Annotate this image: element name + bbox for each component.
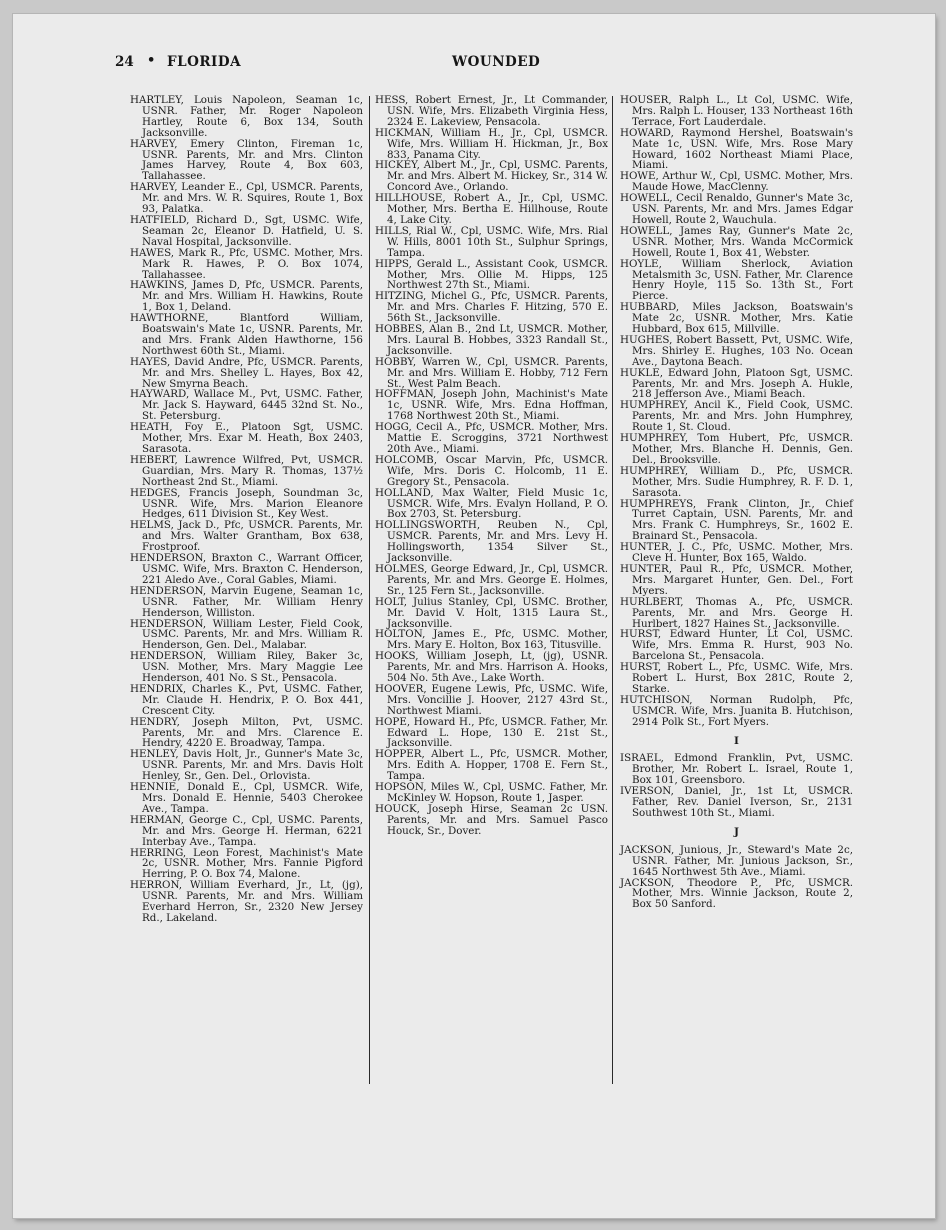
casualty-entry: HUNTER, Paul R., Pfc, USMCR. Mother, Mrs. Margaret Hunter, Gen. Del., Fort Myers. (620, 562, 853, 597)
casualty-entry: HOLLAND, Max Walter, Field Music 1c, USMCR. Wife, Mrs. Evalyn Holland, P. O. Box 2703, St. Petersburg. (375, 486, 608, 521)
casualty-entry: HIPPS, Gerald L., Assistant Cook, USMCR. Mother, Mrs. Ollie M. Hipps, 125 Northwest 27th St., Miami. (375, 257, 608, 292)
casualty-entry: HERMAN, George C., Cpl, USMC. Parents, Mr. and Mrs. George H. Herman, 6221 Interbay Ave., Tampa. (130, 813, 363, 848)
casualty-entry: HOBBY, Warren W., Cpl, USMCR. Parents, Mr. and Mrs. William E. Hobby, 712 Fern St., West Palm Beach. (375, 355, 608, 390)
alphabet-section-letter: I (734, 734, 739, 747)
page-number: 24 (115, 54, 134, 70)
casualty-entry: HOLLINGSWORTH, Reuben N., Cpl, USMCR. Parents, Mr. and Mrs. Levy H. Hollingsworth, 1354 Silver St., Jacksonville. (375, 519, 608, 565)
casualty-entry: HILLS, Rial W., Cpl, USMC. Wife, Mrs. Rial W. Hills, 8001 10th St., Sulphur Springs, Tampa. (375, 224, 608, 259)
column-1 (130, 95, 363, 924)
casualty-entry: IVERSON, Daniel, Jr., 1st Lt, USMCR. Father, Rev. Daniel Iverson, Sr., 2131 Southwest 10th St., Miami. (620, 785, 853, 819)
casualty-entry: HEATH, Foy E., Platoon Sgt, USMC. Mother, Mrs. Exar M. Heath, Box 2403, Sarasota. (130, 421, 363, 455)
casualty-entry: HOLCOMB, Oscar Marvin, Pfc, USMCR. Wife, Mrs. Doris C. Holcomb, 11 E. Gregory St., Pensacola. (375, 453, 608, 488)
casualty-entry: HARVEY, Emery Clinton, Fireman 1c, USNR. Parents, Mr. and Mrs. Clinton James Harvey, Route 4, Box 603, Tallahassee. (130, 137, 363, 183)
casualty-entry: HOPPER, Albert L., Pfc, USMCR. Mother, Mrs. Edith A. Hopper, 1708 E. Fern St., Tampa. (375, 748, 608, 783)
casualty-entry: HOFFMAN, Joseph John, Machinist's Mate 1c, USNR. Wife, Mrs. Edna Hoffman, 1768 Northwest 20th St., Miami. (375, 388, 608, 423)
column-divider (612, 96, 613, 1084)
casualty-entry: HOUSER, Ralph L., Lt Col, USMC. Wife, Mrs. Ralph L. Houser, 133 Northeast 16th Terrace, Fort Lauderdale. (620, 94, 853, 128)
casualty-entry: HUKLE, Edward John, Platoon Sgt, USMC. Parents, Mr. and Mrs. Joseph A. Hukle, 218 Jefferson Ave., Miami Beach. (620, 366, 853, 401)
casualty-entry: HOPE, Howard H., Pfc, USMCR. Father, Mr. Edward L. Hope, 130 E. 21st St., Jacksonville. (375, 715, 608, 750)
casualty-entry: HOLTON, James E., Pfc, USMC. Mother, Mrs. Mary E. Holton, Box 163, Titusville. (375, 628, 608, 652)
state-heading: FLORIDA (167, 54, 242, 70)
column-2 (375, 95, 608, 837)
casualty-entry: JACKSON, Theodore P., Pfc, USMCR. Mother, Mrs. Winnie Jackson, Route 2, Box 50 Sanford. (620, 876, 853, 911)
casualty-entry: HERRING, Leon Forest, Machinist's Mate 2c, USNR. Mother, Mrs. Fannie Pigford Herring, P. O. Box 74, Malone. (130, 846, 363, 881)
casualty-entry: HERRON, William Everhard, Jr., Lt, (jg), USNR. Parents, Mr. and Mrs. William Everhard Herron, Sr., 2320 New Jersey Rd., Lakeland. (130, 879, 363, 924)
casualty-entry: HOWELL, James Ray, Gunner's Mate 2c, USNR. Mother, Mrs. Wanda McCormick Howell, Route 1, Box 41, Webster. (620, 224, 853, 259)
casualty-entry: HICKMAN, William H., Jr., Cpl, USMCR. Wife, Mrs. William H. Hickman, Jr., Box 833, Panama City. (375, 126, 608, 161)
casualty-entry: HOWELL, Cecil Renaldo, Gunner's Mate 3c, USN. Parents, Mr. and Mrs. James Edgar Howell, Route 2, Wauchula. (620, 192, 853, 226)
casualty-entry: HURST, Edward Hunter, Lt Col, USMC. Wife, Mrs. Emma R. Hurst, 903 No. Barcelona St., Pensacola. (620, 628, 853, 663)
casualty-entry: HUMPHREY, William D., Pfc, USMCR. Mother, Mrs. Sudie Humphrey, R. F. D. 1, Sarasota. (620, 464, 853, 499)
alphabet-section-letter: J (734, 825, 739, 838)
casualty-entry: HAWES, Mark R., Pfc, USMC. Mother, Mrs. Mark R. Hawes, P. O. Box 1074, Tallahassee. (130, 246, 363, 281)
casualty-entry: HENLEY, Davis Holt, Jr., Gunner's Mate 3c, USNR. Parents, Mr. and Mrs. Davis Holt Henley, Sr., Gen. Del., Orlovista. (130, 748, 363, 783)
casualty-entry: HOBBES, Alan B., 2nd Lt, USMCR. Mother, Mrs. Laural B. Hobbes, 3323 Randall St., Jacksonville. (375, 323, 608, 357)
casualty-entry: HUBBARD, Miles Jackson, Boatswain's Mate 2c, USNR. Mother, Mrs. Katie Hubbard, Box 615, Millville. (620, 301, 853, 336)
casualty-entry: HUNTER, J. C., Pfc, USMC. Mother, Mrs. Cleve H. Hunter, Box 165, Waldo. (620, 541, 853, 565)
casualty-entry: HOGG, Cecil A., Pfc, USMCR. Mother, Mrs. Mattie E. Scroggins, 3721 Northwest 20th Ave., Miami. (375, 421, 608, 455)
casualty-entry: HENDERSON, Braxton C., Warrant Officer, USMC. Wife, Mrs. Braxton C. Henderson, 221 Aledo Ave., Coral Gables, Miami. (130, 552, 363, 586)
casualty-entry: HELMS, Jack D., Pfc, USMCR. Parents, Mr. and Mrs. Walter Grantham, Box 638, Frostproof. (130, 519, 363, 554)
casualty-entry: HENDERSON, William Lester, Field Cook, USMC. Parents, Mr. and Mrs. William R. Henderson, Gen. Del., Malabar. (130, 617, 363, 652)
casualty-entry: HOOVER, Eugene Lewis, Pfc, USMC. Wife, Mrs. Voncillie J. Hoover, 2127 43rd St., Northwest Miami. (375, 682, 608, 717)
casualty-entry: HUMPHREYS, Frank Clinton, Jr., Chief Turret Captain, USN. Parents, Mr. and Mrs. Frank C. Humphreys, Sr., 1602 E. Brainard St., Pensacola. (620, 497, 853, 543)
casualty-entry: HENNIE, Donald E., Cpl, USMCR. Wife, Mrs. Donald E. Hennie, 5403 Cherokee Ave., Tampa. (130, 781, 363, 815)
casualty-entry: HUTCHISON, Norman Rudolph, Pfc, USMCR. Wife, Mrs. Juanita B. Hutchison, 2914 Polk St., Fort Myers. (620, 693, 853, 728)
casualty-entry: HOPSON, Miles W., Cpl, USMC. Father, Mr. McKinley W. Hopson, Route 1, Jasper. (375, 781, 608, 804)
casualty-entry: HOYLE, William Sherlock, Aviation Metalsmith 3c, USN. Father, Mr. Clarence Henry Hoyle, 115 So. 13th St., Fort Pierce. (620, 257, 853, 303)
casualty-entry: HENDRY, Joseph Milton, Pvt, USMC. Parents, Mr. and Mrs. Clarence E. Hendry, 4220 E. Broadway, Tampa. (130, 715, 363, 750)
casualty-entry: HOLMES, George Edward, Jr., Cpl, USMCR. Parents, Mr. and Mrs. George E. Holmes, Sr., 125 Fern St., Jacksonville. (375, 562, 608, 597)
casualty-entry: HUMPHREY, Ancil K., Field Cook, USMC. Parents, Mr. and Mrs. John Humphrey, Route 1, St. Cloud. (620, 399, 853, 434)
casualty-entry: HEDGES, Francis Joseph, Soundman 3c, USNR. Wife, Mrs. Marion Eleanore Hedges, 611 Division St., Key West. (130, 486, 363, 521)
casualty-entry: HUGHES, Robert Bassett, Pvt, USMC. Wife, Mrs. Shirley E. Hughes, 103 No. Ocean Ave., Daytona Beach. (620, 333, 853, 368)
column-3 (620, 95, 853, 910)
casualty-entry: HAWTHORNE, Blantford William, Boatswain's Mate 1c, USNR. Parents, Mr. and Mrs. Frank Alden Hawthorne, 156 Northwest 60th St., Miami. (130, 312, 363, 357)
column-divider (369, 96, 370, 1084)
page-header (115, 54, 850, 72)
casualty-entry: HATFIELD, Richard D., Sgt, USMC. Wife, Seaman 2c, Eleanor D. Hatfield, U. S. Naval Hospital, Jacksonville. (130, 213, 363, 248)
casualty-entry: ISRAEL, Edmond Franklin, Pvt, USMC. Brother, Mr. Robert L. Israel, Route 1, Box 101, Greensboro. (620, 752, 853, 787)
casualty-entry: HENDERSON, Marvin Eugene, Seaman 1c, USNR. Father, Mr. William Henry Henderson, Williston. (130, 584, 363, 619)
casualty-entry: HEBERT, Lawrence Wilfred, Pvt, USMCR. Guardian, Mrs. Mary R. Thomas, 137½ Northeast 2nd St., Miami. (130, 453, 363, 488)
casualty-entry: HENDRIX, Charles K., Pvt, USMC. Father, Mr. Claude H. Hendrix, P. O. Box 441, Crescent City. (130, 682, 363, 717)
casualty-entry: HAYES, David Andre, Pfc, USMCR. Parents, Mr. and Mrs. Shelley L. Hayes, Box 42, New Smyrna Beach. (130, 355, 363, 390)
casualty-entry: HAWKINS, James D, Pfc, USMCR. Parents, Mr. and Mrs. William H. Hawkins, Route 1, Box 1, Deland. (130, 279, 363, 314)
section-heading: WOUNDED (452, 54, 541, 70)
casualty-entry: HILLHOUSE, Robert A., Jr., Cpl, USMC. Mother, Mrs. Bertha E. Hillhouse, Route 4, Lake City. (375, 192, 608, 226)
casualty-entry: HARTLEY, Louis Napoleon, Seaman 1c, USNR. Father, Mr. Roger Napoleon Hartley, Route 6, Box 134, South Jacksonville. (130, 94, 363, 139)
casualty-entry: HUMPHREY, Tom Hubert, Pfc, USMCR. Mother, Mrs. Blanche H. Dennis, Gen. Del., Brooksville. (620, 432, 853, 466)
header-bullet: • (147, 53, 156, 68)
casualty-entry: HESS, Robert Ernest, Jr., Lt Commander, USN. Wife, Mrs. Elizabeth Virginia Hess, 2324 E. Lakeview, Pensacola. (375, 94, 608, 128)
casualty-entry: HOWE, Arthur W., Cpl, USMC. Mother, Mrs. Maude Howe, MacClenny. (620, 170, 853, 194)
casualty-entry: HOLT, Julius Stanley, Cpl, USMC. Brother, Mr. David V. Holt, 1315 Laura St., Jacksonville. (375, 595, 608, 630)
casualty-entry: HENDERSON, William Riley, Baker 3c, USN. Mother, Mrs. Mary Maggie Lee Henderson, 401 No. S St., Pensacola. (130, 650, 363, 685)
casualty-entry: HURLBERT, Thomas A., Pfc, USMCR. Parents, Mr. and Mrs. George H. Hurlbert, 1827 Haines St., Jacksonville. (620, 595, 853, 630)
casualty-entry: HICKEY, Albert M., Jr., Cpl, USMC. Parents, Mr. and Mrs. Albert M. Hickey, Sr., 314 W. Concord Ave., Orlando. (375, 159, 608, 194)
casualty-entry: HOOKS, William Joseph, Lt, (jg), USNR. Parents, Mr. and Mrs. Harrison A. Hooks, 504 No. 5th Ave., Lake Worth. (375, 650, 608, 685)
casualty-entry: HOWARD, Raymond Hershel, Boatswain's Mate 1c, USN. Wife, Mrs. Rose Mary Howard, 1602 Northeast Miami Place, Miami. (620, 126, 853, 172)
casualty-entry: HOUCK, Joseph Hirse, Seaman 2c USN. Parents, Mr. and Mrs. Samuel Pasco Houck, Sr., Dover. (375, 802, 608, 837)
casualty-entry: HURST, Robert L., Pfc, USMC. Wife, Mrs. Robert L. Hurst, Box 281C, Route 2, Starke. (620, 661, 853, 695)
casualty-entry: HAYWARD, Wallace M., Pvt, USMC. Father, Mr. Jack S. Hayward, 6445 32nd St. No., St. Petersburg. (130, 388, 363, 423)
casualty-entry: JACKSON, Junious, Jr., Steward's Mate 2c, USNR. Father, Mr. Junious Jackson, Sr., 1645 Northwest 5th Ave., Miami. (620, 843, 853, 878)
casualty-entry: HARVEY, Leander E., Cpl, USMCR. Parents, Mr. and Mrs. W. R. Squires, Route 1, Box 93, Palatka. (130, 181, 363, 216)
casualty-entry: HITZING, Michel G., Pfc, USMCR. Parents, Mr. and Mrs. Charles F. Hitzing, 570 E. 56th St., Jacksonville. (375, 290, 608, 325)
